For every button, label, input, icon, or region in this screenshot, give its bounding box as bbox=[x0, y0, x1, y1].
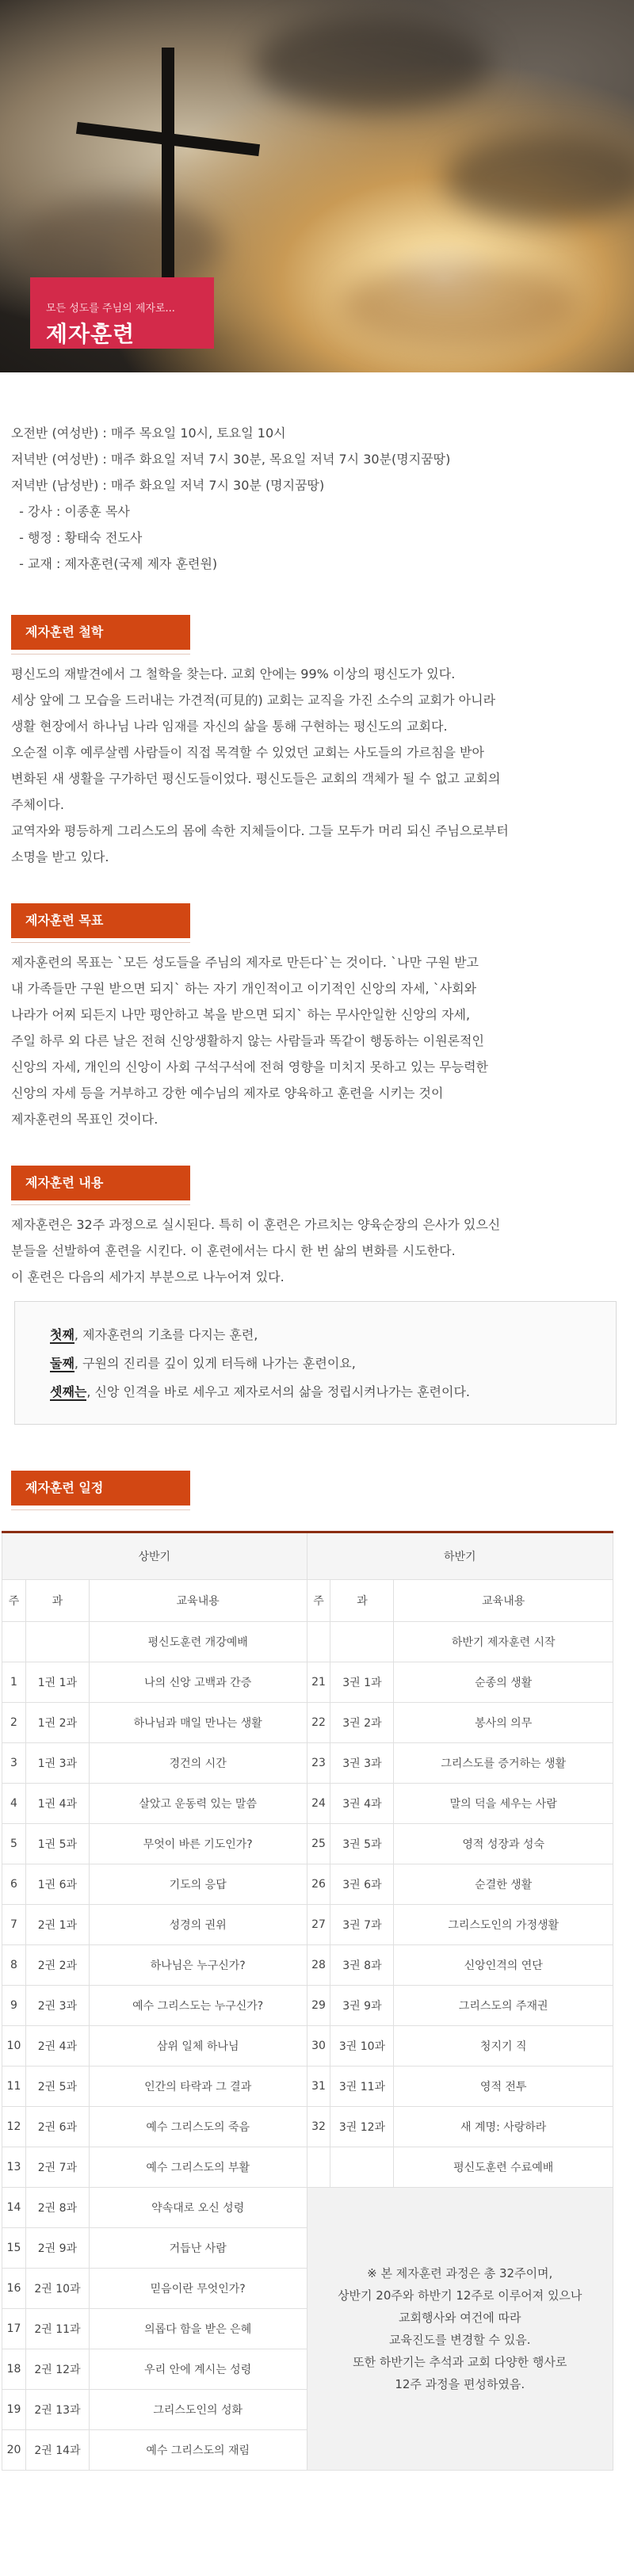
hero-title: 제자훈련 bbox=[46, 321, 136, 347]
content-cell: 믿음이란 무엇인가? bbox=[89, 2269, 307, 2309]
paragraph-line: 내 가족들만 구원 받으면 되지` 하는 자기 개인적이고 이기적인 신앙의 자세, `사회와 bbox=[11, 981, 477, 996]
lesson-cell: 3권 8과 bbox=[330, 1945, 394, 1986]
philosophy-section bbox=[11, 615, 623, 870]
content-cell: 예수 그리스도의 재림 bbox=[89, 2430, 307, 2471]
table-row bbox=[2, 1743, 613, 1784]
week-cell: 27 bbox=[307, 1905, 330, 1945]
week-cell: 21 bbox=[307, 1662, 330, 1703]
col-week: 주 bbox=[307, 1580, 330, 1622]
table-row bbox=[2, 1784, 613, 1824]
lesson-cell: 2권 10과 bbox=[25, 2269, 89, 2309]
section-heading: 제자훈련 내용 bbox=[11, 1166, 190, 1200]
info-line: 오전반 (여성반) : 매주 목요일 10시, 토요일 10시 bbox=[11, 426, 286, 441]
content-cell: 거듭난 사람 bbox=[89, 2228, 307, 2269]
second-half-header: 하반기 bbox=[307, 1532, 613, 1580]
lesson-cell: 3권 9과 bbox=[330, 1986, 394, 2026]
info-line: 저녁반 (남성반) : 매주 화요일 저녁 7시 30분 (명지꿈땅) bbox=[11, 478, 325, 493]
week-cell: 22 bbox=[307, 1703, 330, 1743]
note-line: 12주 과정을 편성하였음. bbox=[395, 2377, 525, 2391]
lesson-cell: 3권 7과 bbox=[330, 1905, 394, 1945]
content-cell: 예수 그리스도의 부활 bbox=[89, 2147, 307, 2188]
lesson-cell: 2권 13과 bbox=[25, 2390, 89, 2430]
col-lesson: 과 bbox=[25, 1580, 89, 1622]
week-cell: 12 bbox=[2, 2107, 26, 2147]
week-cell: 14 bbox=[2, 2188, 26, 2228]
paragraph-line: 제자훈련의 목표인 것이다. bbox=[11, 1112, 158, 1127]
lesson-cell: 3권 6과 bbox=[330, 1864, 394, 1905]
content-cell: 봉사의 의무 bbox=[394, 1703, 613, 1743]
table-row bbox=[2, 2067, 613, 2107]
week-cell: 26 bbox=[307, 1864, 330, 1905]
week-cell: 24 bbox=[307, 1784, 330, 1824]
content-cell: 삼위 일체 하나님 bbox=[89, 2026, 307, 2067]
lesson-cell: 3권 12과 bbox=[330, 2107, 394, 2147]
content-cell: 새 계명: 사랑하라 bbox=[394, 2107, 613, 2147]
week-cell: 18 bbox=[2, 2349, 26, 2390]
week-cell: 17 bbox=[2, 2309, 26, 2349]
lesson-cell: 3권 1과 bbox=[330, 1662, 394, 1703]
note-line: 상반기 20주와 하반기 12주로 이루어져 있으나 bbox=[338, 2288, 582, 2303]
week-cell: 20 bbox=[2, 2430, 26, 2471]
content-cell: 나의 신앙 고백과 간증 bbox=[89, 1662, 307, 1703]
lesson-cell: 2권 8과 bbox=[25, 2188, 89, 2228]
lesson-cell: 2권 6과 bbox=[25, 2107, 89, 2147]
first-half-header: 상반기 bbox=[2, 1532, 307, 1580]
lesson-cell: 2권 1과 bbox=[25, 1905, 89, 1945]
week-cell: 28 bbox=[307, 1945, 330, 1986]
content-cell: 무엇이 바른 기도인가? bbox=[89, 1824, 307, 1864]
table-row bbox=[2, 2026, 613, 2067]
content-cell: 하나님은 누구신가? bbox=[89, 1945, 307, 1986]
week-cell: 30 bbox=[307, 2026, 330, 2067]
table-row bbox=[2, 1703, 613, 1743]
content-cell: 우리 안에 계시는 성령 bbox=[89, 2349, 307, 2390]
week-cell: 3 bbox=[2, 1743, 26, 1784]
table-row bbox=[2, 1905, 613, 1945]
content-cell: 신앙인격의 연단 bbox=[394, 1945, 613, 1986]
paragraph-line: 제자훈련은 32주 과정으로 실시된다. 특히 이 훈련은 가르치는 양육순장의 은사가 있으신 bbox=[11, 1217, 501, 1232]
paragraph-line: 오순절 이후 예루살렘 사람들이 직접 목격할 수 있었던 교회는 사도들의 가르침을 받아 bbox=[11, 745, 484, 760]
opening-service: 평신도훈련 개강예배 bbox=[89, 1622, 307, 1662]
section-heading: 제자훈련 목표 bbox=[11, 903, 190, 938]
week-cell: 32 bbox=[307, 2107, 330, 2147]
week-cell: 4 bbox=[2, 1784, 26, 1824]
training-parts-box bbox=[14, 1301, 617, 1425]
info-line: 저녁반 (여성반) : 매주 화요일 저녁 7시 30분, 목요일 저녁 7시 30분(명지꿈땅) bbox=[11, 452, 451, 467]
content-cell: 약속대로 오신 성령 bbox=[89, 2188, 307, 2228]
content-cell: 하나님과 매일 만나는 생활 bbox=[89, 1703, 307, 1743]
note-line: 교회행사와 여건에 따라 bbox=[399, 2311, 521, 2325]
lesson-cell: 3권 5과 bbox=[330, 1824, 394, 1864]
class-info bbox=[0, 372, 634, 577]
week-cell: 1 bbox=[2, 1662, 26, 1703]
paragraph-line: 제자훈련의 목표는 `모든 성도들을 주님의 제자로 만든다`는 것이다. `나만 구원 받고 bbox=[11, 955, 479, 970]
col-content: 교육내용 bbox=[89, 1580, 307, 1622]
content-cell: 살았고 운동력 있는 말씀 bbox=[89, 1784, 307, 1824]
lesson-cell: 1권 6과 bbox=[25, 1864, 89, 1905]
table-row bbox=[2, 2147, 613, 2188]
schedule-note bbox=[307, 2188, 613, 2471]
content-cell: 영적 전투 bbox=[394, 2067, 613, 2107]
paragraph-line: 주일 하루 외 다른 날은 전혀 신앙생활하지 않는 사람들과 똑같이 행동하는 이원론적인 bbox=[11, 1033, 484, 1048]
note-line: 또한 하반기는 추석과 교회 다양한 행사로 bbox=[353, 2355, 567, 2369]
lesson-cell: 1권 5과 bbox=[25, 1824, 89, 1864]
week-cell: 31 bbox=[307, 2067, 330, 2107]
schedule-section bbox=[11, 1471, 623, 1506]
part-item: 첫째, 제자훈련의 기초를 다지는 훈련, bbox=[50, 1327, 258, 1342]
table-row bbox=[2, 1662, 613, 1703]
section-heading: 제자훈련 철학 bbox=[11, 615, 190, 650]
paragraph-line: 생활 현장에서 하나님 나라 임재를 자신의 삶을 통해 구현하는 평신도의 교회다. bbox=[11, 719, 448, 734]
week-cell: 16 bbox=[2, 2269, 26, 2309]
week-cell: 11 bbox=[2, 2067, 26, 2107]
paragraph-line: 변화된 새 생활을 구가하던 평신도들이었다. 평신도들은 교회의 객체가 될 수 없고 교회의 bbox=[11, 771, 501, 786]
content-cell: 영적 성장과 성숙 bbox=[394, 1824, 613, 1864]
week-cell: 5 bbox=[2, 1824, 26, 1864]
paragraph-line: 나라가 어찌 되든지 나만 평안하고 복을 받으면 되지` 하는 무사안일한 신앙의 자세, bbox=[11, 1007, 471, 1022]
lesson-cell: 2권 7과 bbox=[25, 2147, 89, 2188]
lesson-cell: 2권 2과 bbox=[25, 1945, 89, 1986]
week-cell: 19 bbox=[2, 2390, 26, 2430]
lesson-cell: 2권 11과 bbox=[25, 2309, 89, 2349]
paragraph-line: 평신도의 재발견에서 그 철학을 찾는다. 교회 안에는 99% 이상의 평신도가 있다. bbox=[11, 666, 456, 681]
paragraph-line: 세상 앞에 그 모습을 드러내는 가견적(可見的) 교회는 교직을 가진 소수의 교회가 아니라 bbox=[11, 693, 496, 708]
table-row bbox=[2, 1622, 613, 1662]
part-item: 둘째, 구원의 진리를 깊이 있게 터득해 나가는 훈련이요, bbox=[50, 1356, 356, 1371]
info-line: - 강사 : 이종훈 목사 bbox=[11, 504, 130, 519]
table-row bbox=[2, 1945, 613, 1986]
hero-title-box bbox=[30, 277, 214, 349]
table-row bbox=[2, 1864, 613, 1905]
week-cell: 9 bbox=[2, 1986, 26, 2026]
lesson-cell: 3권 11과 bbox=[330, 2067, 394, 2107]
part-item: 셋째는, 신앙 인격을 바로 세우고 제자로서의 삶을 정립시켜나가는 훈련이다. bbox=[50, 1384, 471, 1399]
goal-section bbox=[11, 903, 623, 1132]
col-lesson: 과 bbox=[330, 1580, 394, 1622]
col-week: 주 bbox=[2, 1580, 26, 1622]
content-cell: 그리스도의 주재권 bbox=[394, 1986, 613, 2026]
paragraph-line: 소명을 받고 있다. bbox=[11, 849, 109, 864]
lesson-cell: 3권 2과 bbox=[330, 1703, 394, 1743]
content-cell: 경건의 시간 bbox=[89, 1743, 307, 1784]
week-cell: 13 bbox=[2, 2147, 26, 2188]
note-line: 교육진도를 변경할 수 있음. bbox=[389, 2333, 531, 2347]
paragraph-line: 교역자와 평등하게 그리스도의 몸에 속한 지체들이다. 그들 모두가 머리 되신 주님으로부터 bbox=[11, 823, 509, 838]
week-cell: 29 bbox=[307, 1986, 330, 2026]
lesson-cell: 3권 4과 bbox=[330, 1784, 394, 1824]
paragraph-line: 주체이다. bbox=[11, 797, 64, 812]
paragraph-line: 신앙의 자세, 개인의 신앙이 사회 구석구석에 전혀 영향을 미치지 못하고 있는 무능력한 bbox=[11, 1059, 488, 1074]
week-cell: 8 bbox=[2, 1945, 26, 1986]
closing-service: 평신도훈련 수료예배 bbox=[394, 2147, 613, 2188]
note-line: ※ 본 제자훈련 과정은 총 32주이며, bbox=[367, 2266, 553, 2280]
table-row bbox=[2, 2107, 613, 2147]
lesson-cell: 1권 2과 bbox=[25, 1703, 89, 1743]
info-line: - 행정 : 황태숙 전도사 bbox=[11, 530, 143, 545]
content-section bbox=[11, 1166, 623, 1425]
lesson-cell: 2권 5과 bbox=[25, 2067, 89, 2107]
lesson-cell: 2권 14과 bbox=[25, 2430, 89, 2471]
lesson-cell: 2권 12과 bbox=[25, 2349, 89, 2390]
cross-icon bbox=[162, 48, 174, 309]
lesson-cell: 3권 10과 bbox=[330, 2026, 394, 2067]
paragraph-line: 이 훈련은 다음의 세가지 부분으로 나누어져 있다. bbox=[11, 1269, 285, 1284]
week-cell: 23 bbox=[307, 1743, 330, 1784]
content-cell: 순종의 생활 bbox=[394, 1662, 613, 1703]
week-cell: 25 bbox=[307, 1824, 330, 1864]
content-cell: 그리스도인의 가정생활 bbox=[394, 1905, 613, 1945]
content-cell: 인간의 타락과 그 결과 bbox=[89, 2067, 307, 2107]
schedule-table bbox=[2, 1531, 613, 2471]
week-cell: 10 bbox=[2, 2026, 26, 2067]
lesson-cell: 3권 3과 bbox=[330, 1743, 394, 1784]
content-cell: 그리스도인의 성화 bbox=[89, 2390, 307, 2430]
table-row bbox=[2, 2188, 613, 2228]
content-cell: 성경의 권위 bbox=[89, 1905, 307, 1945]
content-cell: 순결한 생활 bbox=[394, 1864, 613, 1905]
table-row bbox=[2, 1986, 613, 2026]
content-cell: 말의 덕을 세우는 사람 bbox=[394, 1784, 613, 1824]
hero-banner bbox=[0, 0, 634, 372]
paragraph-line: 분들을 선발하여 훈련을 시킨다. 이 훈련에서는 다시 한 번 삶의 변화를 시도한다. bbox=[11, 1243, 456, 1258]
lesson-cell: 2권 9과 bbox=[25, 2228, 89, 2269]
lesson-cell: 1권 1과 bbox=[25, 1662, 89, 1703]
paragraph-line: 신앙의 자세 등을 거부하고 강한 예수님의 제자로 양육하고 훈련을 시키는 것이 bbox=[11, 1086, 444, 1101]
lesson-cell: 1권 4과 bbox=[25, 1784, 89, 1824]
lesson-cell: 2권 4과 bbox=[25, 2026, 89, 2067]
week-cell: 7 bbox=[2, 1905, 26, 1945]
content-cell: 예수 그리스도는 누구신가? bbox=[89, 1986, 307, 2026]
hero-subtitle: 모든 성도를 주님의 제자로... bbox=[46, 303, 175, 315]
lesson-cell: 2권 3과 bbox=[25, 1986, 89, 2026]
content-cell: 청지기 직 bbox=[394, 2026, 613, 2067]
info-line: - 교재 : 제자훈련(국제 제자 훈련원) bbox=[11, 556, 218, 571]
second-half-start: 하반기 제자훈련 시작 bbox=[394, 1622, 613, 1662]
week-cell: 2 bbox=[2, 1703, 26, 1743]
content-cell: 기도의 응답 bbox=[89, 1864, 307, 1905]
week-cell: 6 bbox=[2, 1864, 26, 1905]
content-cell: 그리스도를 증거하는 생활 bbox=[394, 1743, 613, 1784]
week-cell: 15 bbox=[2, 2228, 26, 2269]
content-cell: 의롭다 함을 받은 은혜 bbox=[89, 2309, 307, 2349]
section-heading: 제자훈련 일정 bbox=[11, 1471, 190, 1506]
col-content: 교육내용 bbox=[394, 1580, 613, 1622]
table-row bbox=[2, 1824, 613, 1864]
lesson-cell: 1권 3과 bbox=[25, 1743, 89, 1784]
content-cell: 예수 그리스도의 죽음 bbox=[89, 2107, 307, 2147]
